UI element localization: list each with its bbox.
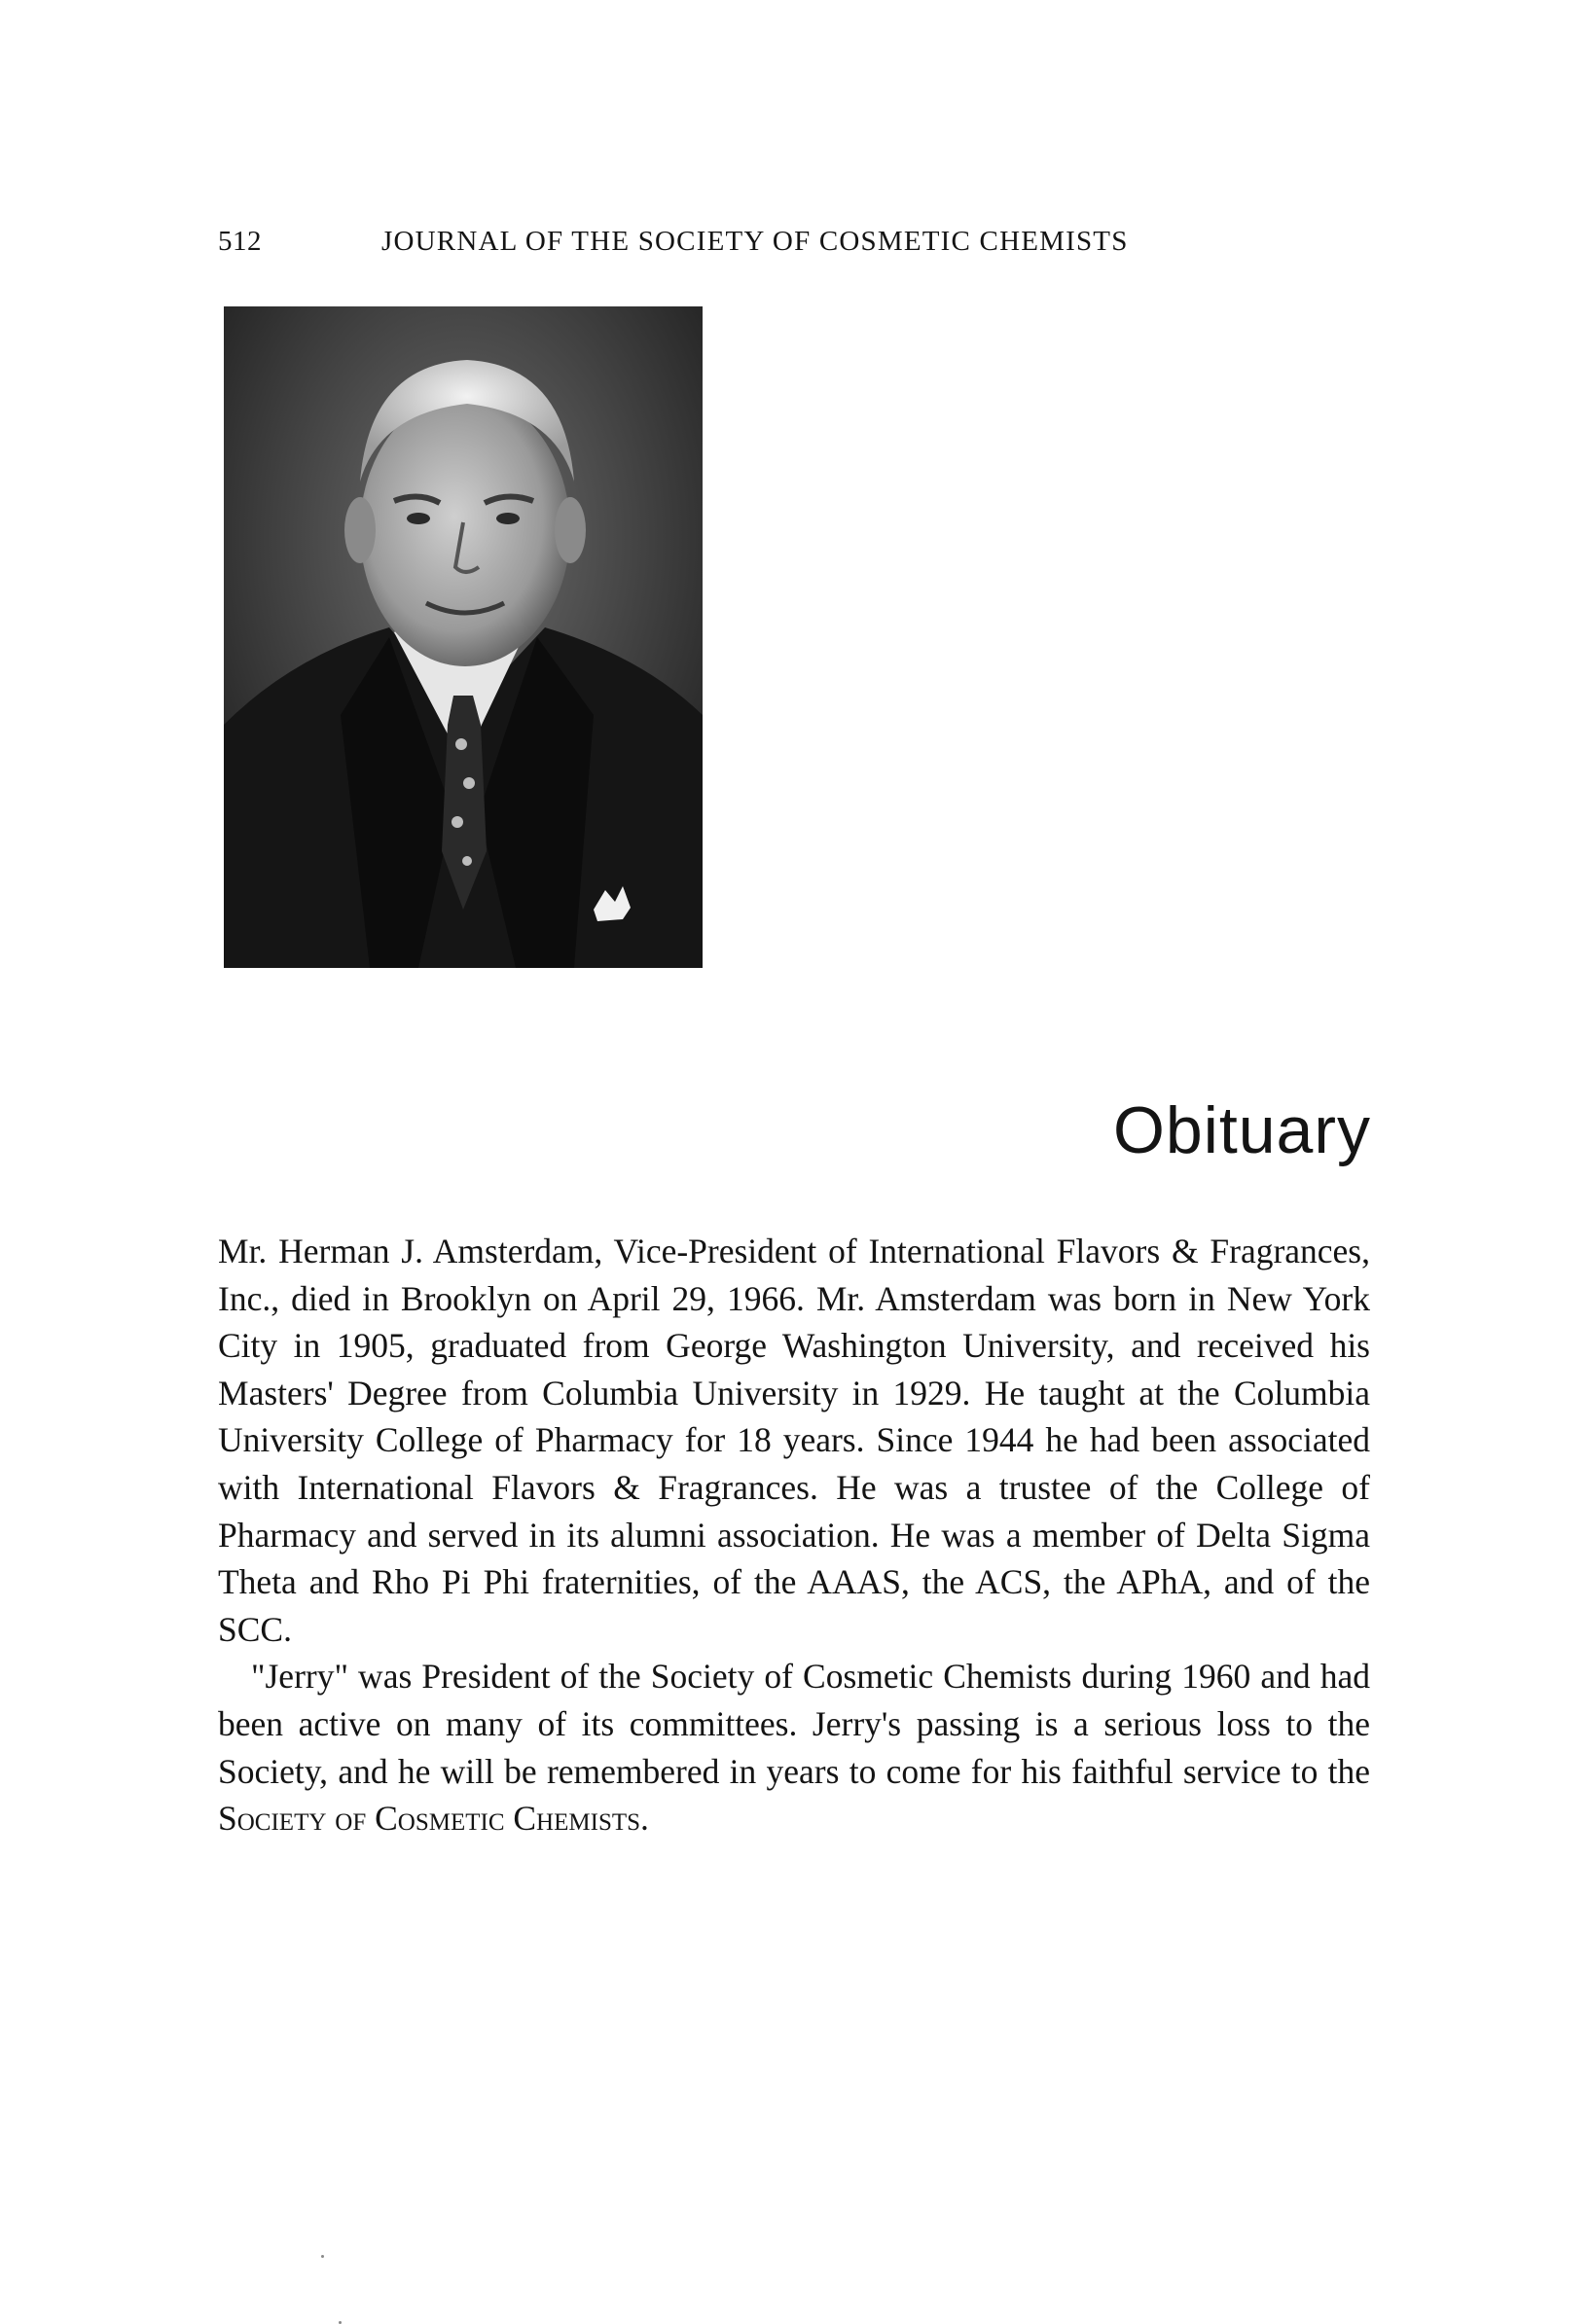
article-body xyxy=(218,1228,1370,1842)
society-name: Society of Cosmetic Chemists xyxy=(218,1799,641,1839)
print-speck xyxy=(321,2255,324,2258)
tribute-end: . xyxy=(640,1799,649,1839)
tribute-text: "Jerry" was President of the Society of Cosmetic Chemists during 1960 and had been active on many of its committees. Jerry's passing is a serious loss to the Society, and he will be remembered in years to come for his faithful service to the xyxy=(218,1657,1370,1791)
journal-title: JOURNAL OF THE SOCIETY OF COSMETIC CHEMISTS xyxy=(381,226,1129,257)
page-number: 512 xyxy=(218,226,262,257)
running-header xyxy=(218,226,1366,265)
article-title: Obituary xyxy=(1113,1093,1371,1167)
paragraph-tribute xyxy=(218,1653,1370,1841)
portrait-illustration xyxy=(224,306,703,968)
portrait-photo xyxy=(224,306,703,968)
paragraph-biography: Mr. Herman J. Amsterdam, Vice-President of International Flavors & Fragrances, Inc., died in Brooklyn on April 29, 1966. Mr. Amsterdam was born in New York City in 1905, graduated from George Washington University, and received his Masters' Degree from Columbia University in 1929. He taught at the Columbia University College of Pharmacy for 18 years. Since 1944 he had been associated with International Flavors & Fragrances. He was a trustee of the College of Pharmacy and served in its alumni association. He was a member of Delta Sigma Theta and Rho Pi Phi fraternities, of the AAAS, the ACS, the APhA, and of the SCC. xyxy=(218,1232,1370,1649)
